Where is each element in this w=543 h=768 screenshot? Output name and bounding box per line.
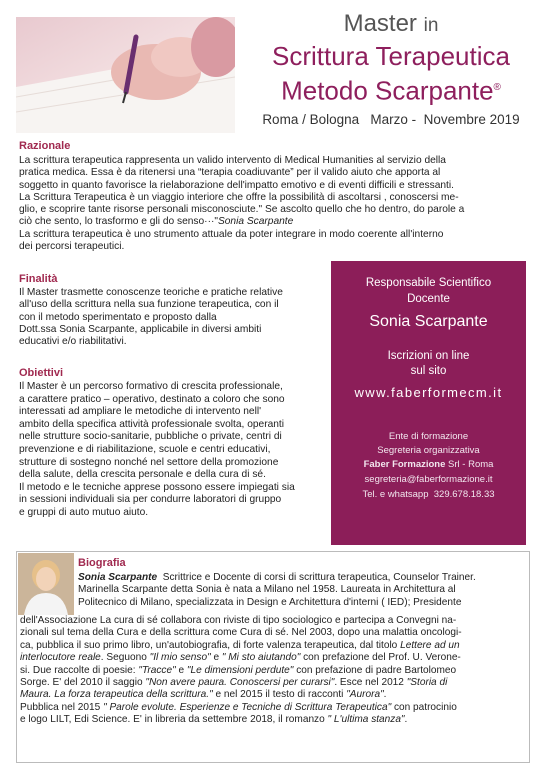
finalita-section (19, 273, 327, 348)
biografia-section (78, 557, 525, 609)
master-title (246, 10, 536, 38)
company-name: Faber Formazione (363, 459, 446, 470)
course-title-method: Metodo Scarpante (281, 75, 494, 106)
location-dates: Roma / Bologna Marzo - Novembre 2019 (262, 112, 520, 127)
bio-book3: " Mi sto aiutando" (221, 652, 301, 664)
bio-book7: "Storia di Maura. La forza terapeutica della scrittura." (20, 677, 448, 701)
company-suffix: Srl - Roma (445, 459, 494, 470)
ente-label: Ente di formazione (388, 431, 469, 442)
bio-p10: con patrocinio e logo LILT, Edi Science. E' in libreria da settembre 2018, il romanzo (20, 701, 457, 726)
bio-paragraph (20, 615, 525, 727)
finalita-heading: Finalità (19, 273, 58, 285)
razionale-text (19, 155, 529, 253)
razionale-text1: La scrittura terapeutica rappresenta un valido intervento di Medical Humanities al servizio della pratica medica. Essa è da ritenersi una “terapia coadiuvante” per il valido aiuto che apporta al soggetto in quanto favorisce la rielaborazione dell'impatto emotivo e di eventi difficili e stressanti. La Scrittura Terapeutica è un viaggio interiore che offre la possibilità di ascoltarsi , conoscersi me- glio, e scoprire tante risorse personali misconosciute." Se ascolto quello che ho dentro, do parole a ciò che sento, lo trasformo e gli do senso···" (19, 155, 465, 228)
bio-book1: Lettere ad un interlocutore reale (20, 639, 460, 664)
bio-line1 (78, 572, 525, 584)
bio-p6: con prefazione di padre Bartolomeo Sorge. E' del 2010 il saggio (20, 664, 457, 689)
course-title-line2: Scrittura Terapeutica (272, 41, 510, 71)
finalita-text: Il Master trasmette conoscenze teoriche e pratiche relative all'uso della scrittura nella sua funzione terapeutica, con il con il metodo sperimentato e proposto dalla Dott.ssa Sonia Scarpante, applicabile in diversi ambiti educativi e/o riabilitativi. (19, 287, 283, 348)
bio-book2: "Il mio senso" (149, 652, 211, 664)
email-link[interactable]: segreteria@faberformazione.it (364, 474, 493, 485)
obiettivi-text: Il Master è un percorso formativo di crescita professionale, a carattere pratico – operativo, destinato a coloro che sono interessati ad ampliare le metodiche di intervento nell' ambito della specifica attività professionale svolta, operanti nelle strutture socio-sanitarie, pubbliche o private, centri di prevenzione e di riabilitazione, scuole e centri educativi, strutture di sostegno nonché nel settore della promozione della salute, della crescita personale e della cura di sé. Il metodo e le tecniche apprese possono essere impiegati sia in sessioni individuali sia per condurre laboratori di gruppo e gruppi di auto mutuo aiuto. (19, 381, 295, 518)
iscrizioni-line2: sul sito (410, 365, 447, 377)
role-docente: Docente (407, 293, 450, 305)
master-title-main: Master (343, 10, 417, 37)
obiettivi-section (19, 367, 329, 520)
registered-mark: ® (493, 82, 501, 93)
bio-line3: Politecnico di Milano, specializzata in Design e Architettura d'interni ( IED); Presidente (78, 596, 462, 608)
company-line (331, 459, 526, 470)
website-link[interactable]: www.faberformecm.it (354, 385, 503, 400)
bio-book4: "Tracce" (138, 664, 176, 676)
bio-book5: "Le dimensioni perdute" (186, 664, 294, 676)
bio-p4: con prefazione del Prof. U. Verone- si. Due raccolte di poesie: (20, 652, 461, 676)
course-title (246, 41, 536, 107)
course-title-line3 (246, 72, 536, 107)
bio-line2: Marinella Scarpante detta Sonia è nata a Milano nel 1958. Laureata in Architettura al (78, 584, 456, 596)
bio-p9: . Pubblica nel 2015 (20, 689, 387, 713)
bio-p1: dell'Associazione La cura di sé collabora con riviste di tipo sociologico e partecipa a Convegni na- zionali sul tema della Cura e della scrittura come Cura di sé. Nel 2003, dopo una malattia oncologi- ca, pubblica il suo primo libro, un'autobiografia, di forte valenza terapeutica, dal titolo (20, 615, 462, 651)
bio-book9: " Parole evolute. Esperienze e Tecniche di Scrittura Terapeutica" (103, 701, 392, 713)
info-box (331, 261, 526, 545)
bio-p3: e (210, 652, 222, 664)
bio-p11: . (404, 714, 408, 726)
header-photo (16, 17, 235, 133)
iscrizioni-line1: Iscrizioni on line (387, 350, 470, 362)
bio-p8: e nel 2015 il testo di racconti (212, 689, 347, 701)
biografia-heading: Biografia (78, 557, 126, 569)
segreteria-label: Segreteria organizzativa (377, 445, 480, 456)
razionale-signature: Sonia Scarpante (217, 216, 294, 228)
master-title-in: in (423, 15, 439, 36)
bio-name: Sonia Scarpante (78, 572, 158, 583)
bio-p7: . Esce nel 2012 (334, 677, 407, 689)
docente-name: Sonia Scarpante (369, 313, 488, 330)
bio-book6: "Non avere paura. Conoscersi per curarsi" (145, 677, 335, 689)
bio-book8: "Aurora" (346, 689, 384, 701)
phone-number: Tel. e whatsapp 329.678.18.33 (362, 489, 495, 500)
author-photo (18, 553, 74, 615)
role-responsabile: Responsabile Scientifico (365, 277, 492, 289)
razionale-heading: Razionale (19, 140, 71, 152)
bio-p5: e (175, 664, 187, 676)
razionale-text2: La scrittura terapeutica è uno strumento attuale da poter integrare in modo coerente all'interno dei percorsi terapeutici. (19, 228, 444, 253)
bio-p2: . Seguono (100, 652, 150, 664)
bio-line1-rest: Scrittrice e Docente di corsi di scrittura terapeutica, Counselor Trainer. (157, 572, 476, 583)
obiettivi-heading: Obiettivi (19, 367, 64, 379)
bio-book10: " L'ultima stanza" (327, 714, 405, 726)
razionale-section (19, 140, 529, 253)
